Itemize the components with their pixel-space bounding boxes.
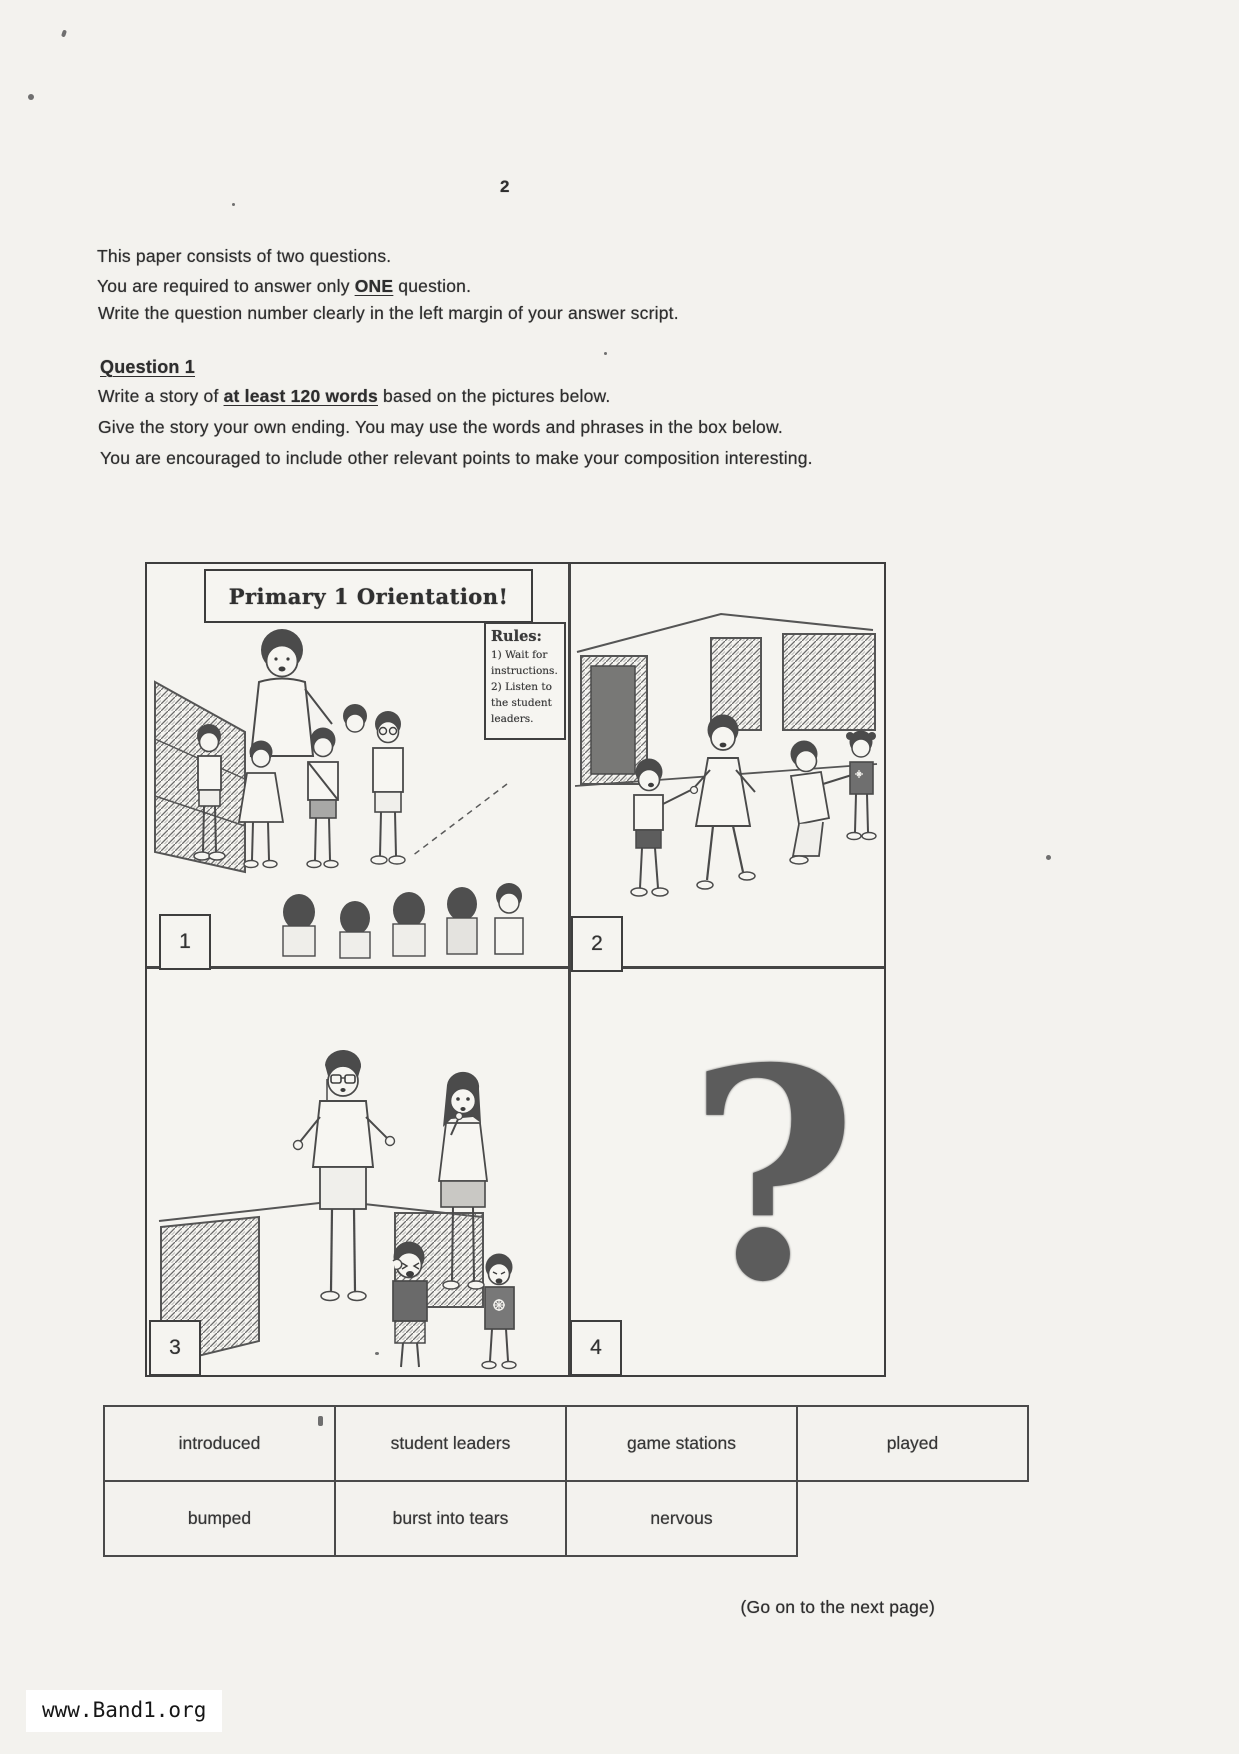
panel-2-illustration	[571, 564, 884, 966]
watermark: www.Band1.org	[26, 1690, 222, 1732]
word-box-row	[103, 1480, 1029, 1557]
word-box-cell: played	[796, 1405, 1029, 1482]
scan-artifact	[232, 203, 235, 206]
word-box-row	[103, 1405, 1029, 1482]
page-number: 2	[500, 177, 510, 196]
question-line-2: Give the story your own ending. You may use the words and phrases in the box below.	[98, 417, 783, 437]
emphasis-word-count: at least 120 words	[223, 386, 378, 406]
emphasis-one: ONE	[354, 276, 394, 296]
rules-sign: Rules: 1) Wait for instructions. 2) Listen to the student leaders.	[484, 622, 566, 740]
orientation-banner: Primary 1 Orientation!	[204, 569, 533, 623]
panel-4-number: 4	[570, 1320, 622, 1376]
word-box-cell: student leaders	[334, 1405, 567, 1482]
word-box-cell: game stations	[565, 1405, 798, 1482]
question-task-line: Write a story of at least 120 words based on the pictures below.	[98, 386, 611, 406]
panel-4-question-area	[571, 969, 884, 1373]
scan-artifact	[61, 30, 67, 38]
word-phrase-box	[103, 1405, 1029, 1557]
word-box-cell: burst into tears	[334, 1480, 567, 1557]
panel-3-number: 3	[149, 1320, 201, 1376]
scan-artifact	[375, 1352, 379, 1355]
instruction-line-1: This paper consists of two questions.	[97, 246, 392, 266]
go-on-note: (Go on to the next page)	[740, 1597, 935, 1617]
word-box-cell: introduced	[103, 1405, 336, 1482]
scan-artifact	[604, 352, 607, 355]
word-box-cell: nervous	[565, 1480, 798, 1557]
panel-2-number: 2	[571, 916, 623, 972]
word-box-cell: bumped	[103, 1480, 336, 1557]
instruction-line-3: Write the question number clearly in the left margin of your answer script.	[98, 303, 679, 323]
rules-sign-title: Rules:	[491, 628, 542, 645]
question-line-3: You are encouraged to include other relevant points to make your composition interesting.	[100, 448, 813, 468]
scan-artifact	[1046, 855, 1051, 860]
panel-3-illustration	[147, 969, 568, 1373]
instruction-line-2: You are required to answer only ONE question.	[97, 276, 472, 296]
panel-1-number: 1	[159, 914, 211, 970]
scan-artifact	[318, 1416, 323, 1426]
scan-artifact	[28, 94, 34, 100]
question-mark-symbol: ?	[687, 1006, 858, 1346]
question-heading: Question 1	[100, 357, 196, 377]
picture-strip	[145, 562, 886, 1377]
